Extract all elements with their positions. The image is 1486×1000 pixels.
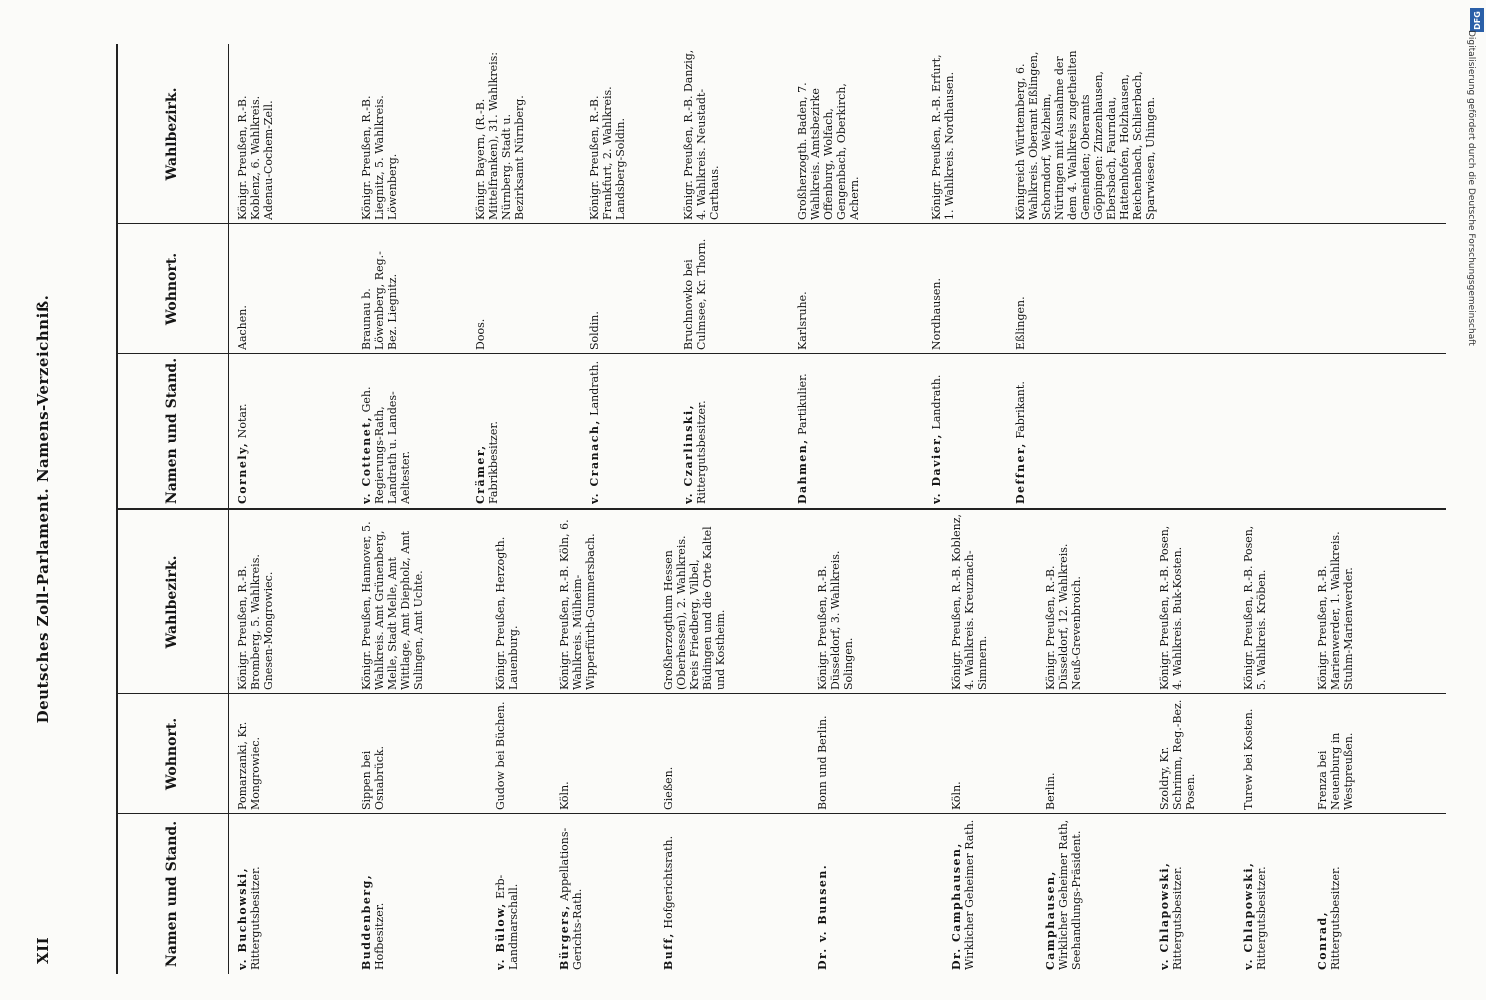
right-name-1 [360, 358, 470, 504]
digitization-note: Digitalisierung gefördert durch die Deutsche Forschungsgemeinschaft [1466, 30, 1476, 346]
left-residence-6: Köln. [950, 781, 963, 810]
right-name-6 [930, 358, 1010, 504]
entry-profession: Rittergutsbesitzer. [1329, 866, 1342, 970]
left-residence-1: Sippen bei Osnabrück. [360, 745, 386, 810]
left-district-10: Königr. Preußen, R.-B. Marienwerder, 1. Wahlkreis. Stuhm-Marienwerder. [1316, 531, 1355, 690]
page-title: Deutsches Zoll-Parlament. Namens-Verzeichniß. [34, 294, 52, 724]
right-district-3: Königr. Preußen, R.-B. Frankfurt, 2. Wahlkreis. Landsberg-Soldin. [588, 86, 627, 220]
entry-profession: Landrath. [588, 360, 601, 420]
left-residence-2: Gudow bei Büchen. [494, 701, 507, 810]
left-residence-0: Pomarzanki, Kr. Mongrowiec. [236, 721, 262, 810]
left-name-5 [816, 818, 946, 970]
right-residence-4: Bruchnowko bei Culmsee, Kr. Thorn. [682, 238, 708, 350]
left-name-8 [1158, 818, 1238, 970]
right-residence-5: Karlsruhe. [796, 291, 809, 350]
rotated-sheet [30, 44, 1460, 974]
left-residence-10: Frenza bei Neuenburg in Westpreußen. [1316, 732, 1355, 810]
entry-name: v. Cranach, [588, 419, 601, 504]
entry-name: Buddenberg, [360, 873, 373, 970]
entry-profession: Rittergutsbesitzer. [695, 400, 708, 504]
left-district-9: Königr. Preußen, R.-B. Posen, 5. Wahlkreis. Kröben. [1242, 525, 1268, 690]
entry-name: v. Chlapowski, [1158, 861, 1171, 970]
right-district-6: Königr. Preußen, R.-B. Erfurt, 1. Wahlkreis. Nordhausen. [930, 54, 956, 220]
col-header-residence-right: Wohnort. [164, 252, 180, 326]
entry-profession: Geh. Regierungs-Rath, Landrath u. Landes-Aeltester. [360, 386, 412, 504]
left-district-5: Königr. Preußen, R.-B. Düsseldorf, 3. Wahlkreis. Solingen. [816, 550, 855, 690]
left-district-1: Königr. Preußen, Hannover, 5. Wahlkreis. Amt Grünenberg, Melle, Stadt Melle, Amt Wittlage, Amt Diepholz, Amt Sulingen, Amt Uchte. [360, 521, 425, 690]
left-district-6: Königr. Preußen, R.-B. Koblenz, 4. Wahlkreis. Kreuznach-Simmern. [950, 514, 989, 690]
entry-name: Conrad, [1316, 910, 1329, 970]
col-header-district-left: Wahlbezirk. [164, 555, 180, 649]
left-district-4: Großherzogthum Hessen (Oberhessen), 2. Wahlkreis. Kreis Friedberg, Vilbel, Büdingen und die Orte Kaltel und Kostheim. [662, 526, 727, 690]
left-name-10 [1316, 818, 1426, 970]
entry-name: Bürgers, [558, 904, 571, 970]
right-residence-1: Braunau b. Löwenberg, Reg.-Bez. Liegnitz. [360, 251, 399, 350]
left-name-2 [494, 818, 554, 970]
right-name-5 [796, 358, 926, 504]
entry-name: Buff, [662, 932, 675, 970]
left-district-7: Königr. Preußen, R.-B. Düsseldorf, 12. Wahlkreis. Neuß-Grevenbroich. [1044, 543, 1083, 690]
entry-name: Cornely, [236, 441, 249, 504]
left-district-0: Königr. Preußen, R.-B. Bromberg, 5. Wahlkreis. Gnesen-Mongrowiec. [236, 554, 275, 690]
col-header-name-left: Namen und Stand. [164, 820, 180, 968]
entry-name: Crämer, [474, 444, 487, 504]
entry-name: Dahmen, [796, 438, 809, 504]
col-rule-3 [116, 353, 1446, 354]
entry-name: v. Cottenet, [360, 415, 373, 504]
entry-name: Camphausen, [1044, 870, 1057, 970]
left-residence-8: Szoldry, Kr. Schrimm, Reg.-Bez. Posen. [1158, 699, 1197, 810]
left-residence-7: Berlin. [1044, 772, 1057, 810]
entry-name: v. Bülow, [494, 902, 507, 970]
left-name-6 [950, 818, 1040, 970]
entry-profession: Rittergutsbesitzer. [1171, 866, 1184, 970]
right-district-2: Königr. Bayern, (R.-B. Mittelfranken), 31. Wahlkreis: Nürnberg. Stadt u. Bezirksamt Nürnberg. [474, 52, 526, 220]
entry-profession: Hofgerichtsrath. [662, 835, 675, 933]
right-district-5: Großherzogth. Baden, 7. Wahlkreis. Amtsbezirke Offenburg, Wolfach, Gengenbach, Oberkirch, Achern. [796, 82, 861, 220]
right-residence-0: Aachen. [236, 305, 249, 350]
right-name-2 [474, 358, 584, 504]
entry-name: v. Czarlinski, [682, 403, 695, 504]
entry-name: v. Davier, [930, 432, 943, 504]
entry-profession: Partikulier. [796, 373, 809, 439]
col-header-residence-left: Wohnort. [164, 717, 180, 791]
col-header-name-right: Namen und Stand. [164, 357, 180, 505]
left-name-1 [360, 818, 490, 970]
entry-profession: Rittergutsbesitzer. [1255, 866, 1268, 970]
right-residence-6: Nordhausen. [930, 277, 943, 350]
entry-profession: Fabrikant. [1014, 381, 1027, 443]
entry-name: Deffner, [1014, 442, 1027, 504]
right-district-7: Königreich Württemberg, 6. Wahlkreis. Oberamt Eßlingen, Schorndorf, Welzheim, Nürtingen mit Ausnahme der dem 4. Wahlkreis zugetheilten Gemeinden; Oberamts Göppingen: Zinzenhausen, Ebersbach, Faurndau, Hattenhofen, Holzhausen, Reichenbach, Schlierbach, Sparwiesen, Uhingen. [1014, 50, 1157, 220]
left-name-3 [558, 818, 658, 970]
right-district-4: Königr. Preußen, R.-B. Danzig, 4. Wahlkreis. Neustadt-Carthaus. [682, 49, 721, 220]
right-name-3 [588, 358, 678, 504]
left-residence-4: Gießen. [662, 766, 675, 810]
left-residence-9: Turew bei Kosten. [1242, 708, 1255, 810]
left-residence-3: Köln. [558, 781, 571, 810]
right-name-0 [236, 358, 356, 504]
entry-profession: Rittergutsbesitzer. [249, 866, 262, 970]
entry-name: v. Buchowski, [236, 866, 249, 970]
left-name-4 [662, 818, 812, 970]
right-district-1: Königr. Preußen, R.-B. Liegnitz, 5. Wahlkreis. Löwenberg. [360, 95, 399, 220]
dfg-logo [1470, 8, 1484, 32]
middle-rule [116, 508, 1446, 510]
left-district-3: Königr. Preußen, R.-B. Köln, 6. Wahlkreis. Mülheim-Wipperfürth-Gummersbach. [558, 519, 597, 690]
right-district-0: Königr. Preußen, R.-B. Koblenz, 6. Wahlkreis. Adenau-Cochem-Zell. [236, 95, 275, 220]
entry-name: v. Chlapowski, [1242, 861, 1255, 970]
right-residence-3: Soldin. [588, 311, 601, 350]
left-residence-5: Bonn und Berlin. [816, 715, 829, 810]
left-district-8: Königr. Preußen, R.-B. Posen, 4. Wahlkreis. Buk-Kosten. [1158, 525, 1184, 690]
entry-profession: Wirklicher Geheimer Rath, Seehandlungs-Präsident. [1057, 819, 1083, 970]
entry-profession: Wirklicher Geheimer Rath. [963, 819, 976, 970]
col-header-district-right: Wahlbezirk. [164, 87, 180, 181]
entry-profession: Landrath. [930, 374, 943, 433]
right-name-4 [682, 358, 792, 504]
col-rule-1 [116, 813, 1446, 814]
left-name-0 [236, 818, 356, 970]
dfg-logo-text: DFG [1472, 10, 1482, 30]
page-number: XII [34, 936, 52, 964]
entry-profession: Fabrikbesitzer. [487, 421, 500, 504]
entry-name: Dr. Camphausen, [950, 842, 963, 970]
right-residence-2: Doos. [474, 318, 487, 350]
right-residence-7: Eßlingen. [1014, 296, 1027, 350]
entry-profession: Hofbesitzer. [373, 902, 386, 970]
col-rule-2 [116, 693, 1446, 694]
left-name-9 [1242, 818, 1312, 970]
entry-profession: Notar. [236, 403, 249, 442]
entry-profession: Appellations-Gerichts-Rath. [558, 827, 584, 970]
right-name-7 [1014, 358, 1344, 504]
entry-profession: Erb-Landmarschall. [494, 874, 520, 970]
left-district-2: Königr. Preußen, Herzogth. Lauenburg. [494, 536, 520, 690]
col-rule-4 [116, 223, 1446, 224]
left-name-7 [1044, 818, 1154, 970]
entry-name: Dr. v. Bunsen. [816, 863, 829, 970]
